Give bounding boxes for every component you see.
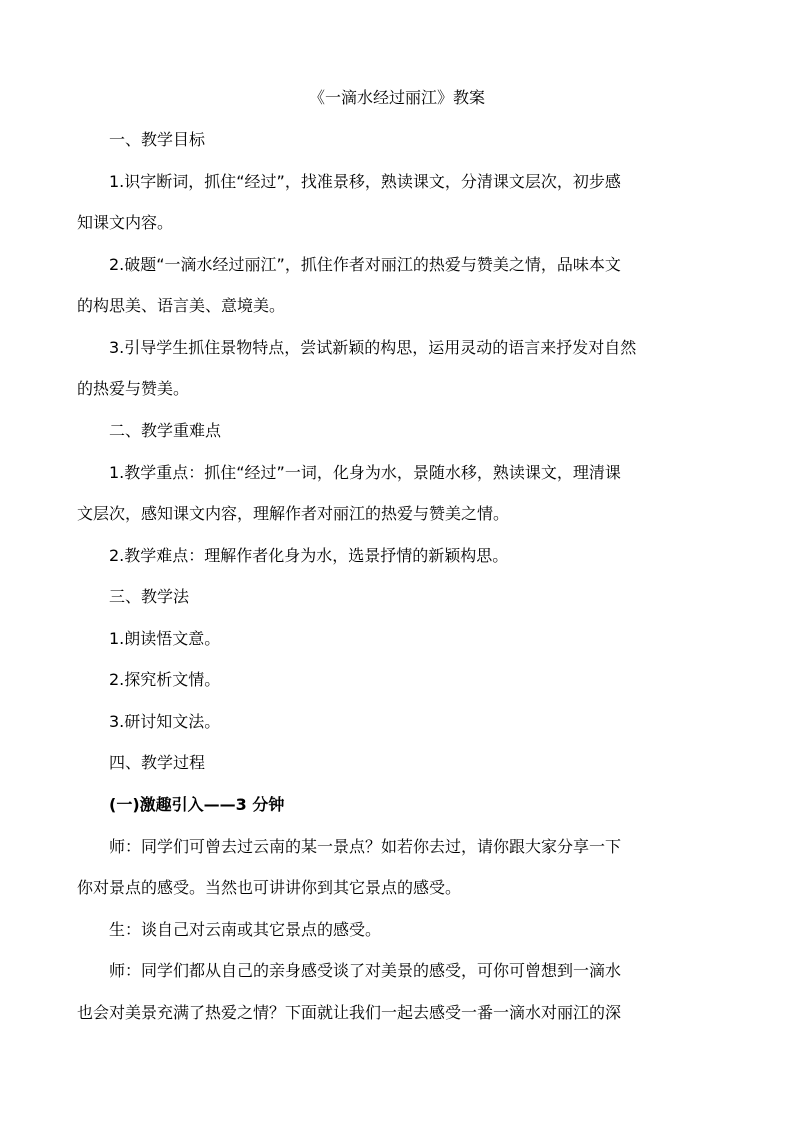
teacher-line-2: 你对景点的感受。当然也可讲讲你到其它景点的感受。 [77,878,462,897]
subsection-heading-intro: (一)激趣引入——3 分钟 [109,795,285,814]
section-heading-process: 四、教学过程 [109,753,206,772]
teacher-line-3: 师：同学们都从自己的亲身感受谈了对美景的感受，可你可曾想到一滴水 [109,961,622,980]
method-1: 1.朗读悟文意。 [109,629,221,648]
method-3: 3.研讨知文法。 [109,712,221,731]
section-heading-methods: 三、教学法 [109,587,190,606]
student-line: 生：谈自己对云南或其它景点的感受。 [109,920,382,939]
key-point-line-2: 文层次，感知课文内容，理解作者对丽江的热爱与赞美之情。 [77,504,510,523]
objective-2-line-2: 的构思美、语言美、意境美。 [77,296,286,315]
section-heading-key-points: 二、教学重难点 [109,421,222,440]
objective-3-line-2: 的热爱与赞美。 [77,379,190,398]
objective-2-line-1: 2.破题“一滴水经过丽江”，抓住作者对丽江的热爱与赞美之情，品味本文 [109,255,621,274]
objective-1-line-2: 知课文内容。 [77,213,174,232]
teacher-line-1: 师：同学们可曾去过云南的某一景点？如若你去过，请你跟大家分享一下 [109,837,622,856]
key-point-line-1: 1.教学重点：抓住“经过”一词，化身为水，景随水移，熟读课文，理清课 [109,463,621,482]
objective-1-line-1: 1.识字断词，抓住“经过”，找准景移，熟读课文，分清课文层次，初步感 [109,172,621,191]
objective-3-line-1: 3.引导学生抓住景物特点，尝试新颖的构思，运用灵动的语言来抒发对自然 [109,338,637,357]
difficult-point-line: 2.教学难点：理解作者化身为水，选景抒情的新颖构思。 [109,546,509,565]
document-title: 《一滴水经过丽江》教案 [308,88,485,107]
method-2: 2.探究析文情。 [109,670,221,689]
teacher-line-4: 也会对美景充满了热爱之情？下面就让我们一起去感受一番一滴水对丽江的深 [77,1003,622,1022]
section-heading-objectives: 一、教学目标 [109,130,206,149]
